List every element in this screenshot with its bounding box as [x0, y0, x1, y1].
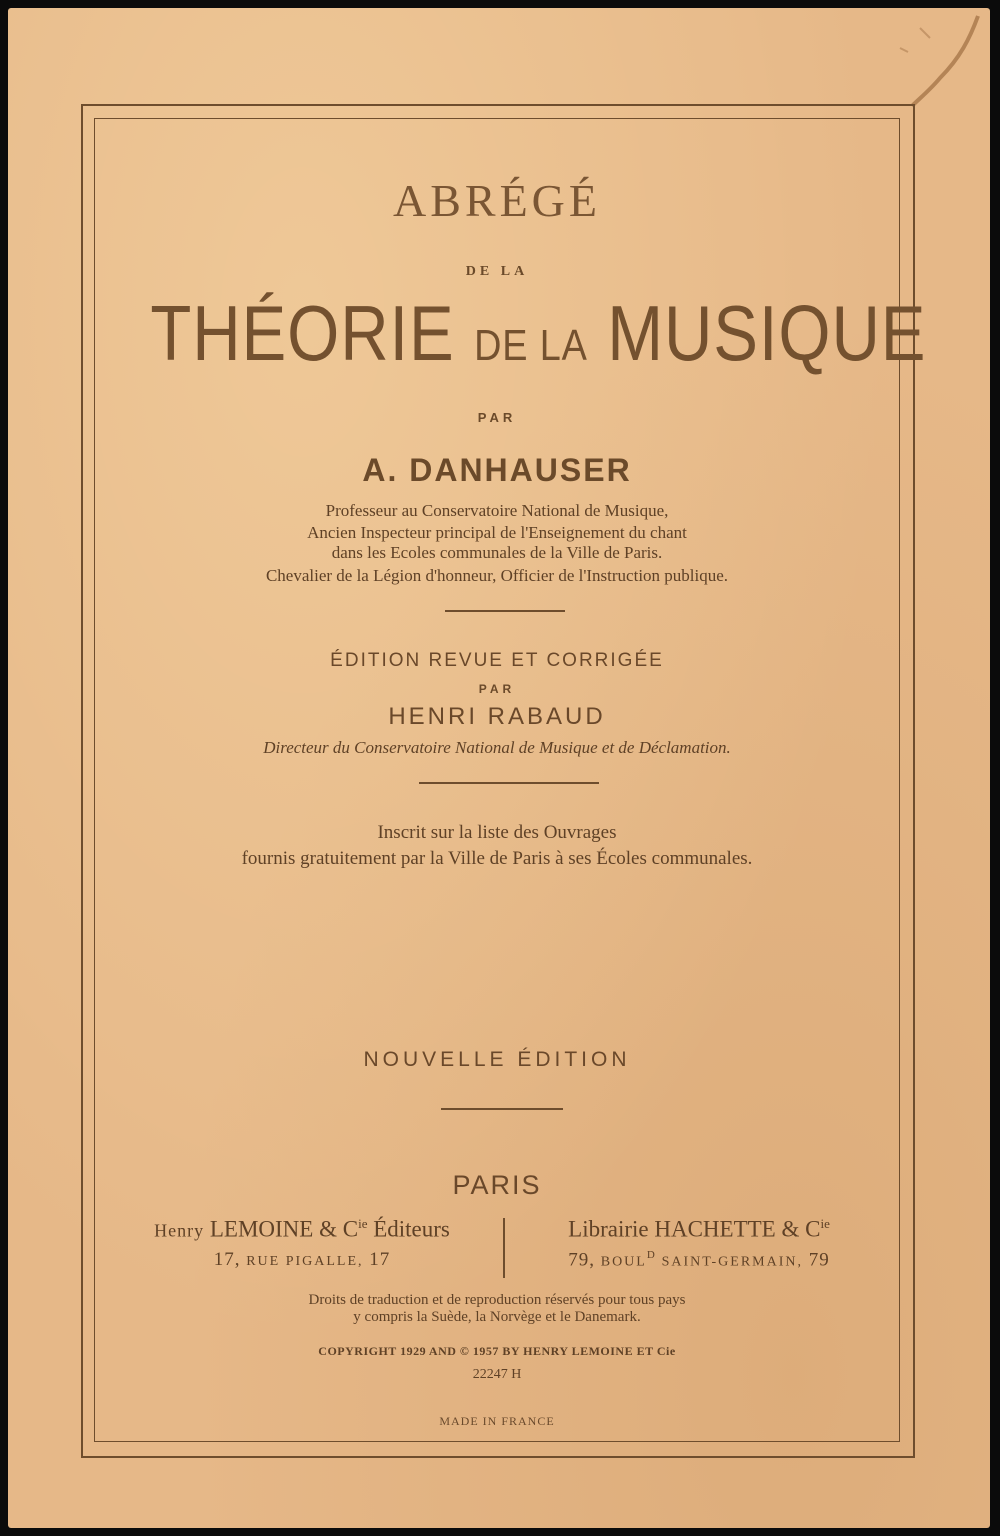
- publisher-divider: [503, 1218, 505, 1278]
- edition-revised-label: ÉDITION REVUE ET CORRIGÉE: [330, 650, 664, 671]
- author-credit-4: Chevalier de la Légion d'honneur, Officier de l'Instruction publique.: [265, 566, 729, 585]
- catalog-code: 22247 H: [472, 1367, 522, 1382]
- divider-rule-2: [419, 782, 599, 784]
- title-abrege: ABRÉGÉ: [393, 175, 601, 226]
- publisher-hachette: [524, 1216, 874, 1271]
- inscription-line-2: fournis gratuitement par la Ville de Paris à ses Écoles communales.: [241, 848, 753, 869]
- par-label: PAR: [477, 410, 517, 425]
- author-credit-2: Ancien Inspecteur principal de l'Enseignement du chant: [307, 523, 687, 542]
- author-credit-3: dans les Ecoles communales de la Ville de Paris.: [331, 543, 663, 562]
- publisher-hachette-name: Librairie HACHETTE & $C^{ie}$: [568, 1216, 830, 1242]
- divider-rule-1: [445, 610, 565, 612]
- main-title-de-la: DE LA: [474, 321, 588, 370]
- rights-line-2: y compris la Suède, la Norvège et le Danemark.: [353, 1309, 641, 1325]
- author-credit-1: Professeur au Conservatoire National de Musique,: [325, 501, 669, 520]
- city-label: PARIS: [452, 1170, 542, 1200]
- divider-rule-3: [441, 1108, 563, 1110]
- editor-title: Directeur du Conservatoire National de Musique et de Déclamation.: [263, 738, 731, 757]
- rights-line-1: Droits de traduction et de reproduction réservés pour tous pays: [308, 1292, 686, 1308]
- book-cover: [8, 8, 990, 1528]
- made-in-label: MADE IN FRANCE: [439, 1414, 555, 1428]
- publisher-hachette-address: 79, $BOUL^D$ SAINT-GERMAIN, 79: [568, 1248, 830, 1270]
- copyright-notice: COPYRIGHT 1929 AND © 1957 BY HENRY LEMOINE ET Cie: [318, 1344, 676, 1358]
- new-edition-label: NOUVELLE ÉDITION: [363, 1048, 631, 1071]
- main-title-musique: MUSIQUE: [607, 289, 927, 377]
- cover-content: [94, 118, 927, 1442]
- inscription-line-1: Inscrit sur la liste des Ouvrages: [377, 822, 617, 843]
- par-label-2: PAR: [478, 682, 516, 696]
- main-title: [150, 288, 927, 379]
- editor-name: HENRI RABAUD: [388, 703, 606, 730]
- main-title-theorie: THÉORIE: [150, 289, 455, 377]
- publisher-lemoine: [120, 1216, 484, 1271]
- publisher-lemoine-address: 17, RUE PIGALLE, 17: [213, 1248, 391, 1270]
- publisher-lemoine-name: Henry LEMOINE & $C^{ie}$ Éditeurs: [154, 1216, 450, 1242]
- title-de-la: DE LA: [465, 264, 529, 279]
- author-name: A. DANHAUSER: [362, 452, 632, 488]
